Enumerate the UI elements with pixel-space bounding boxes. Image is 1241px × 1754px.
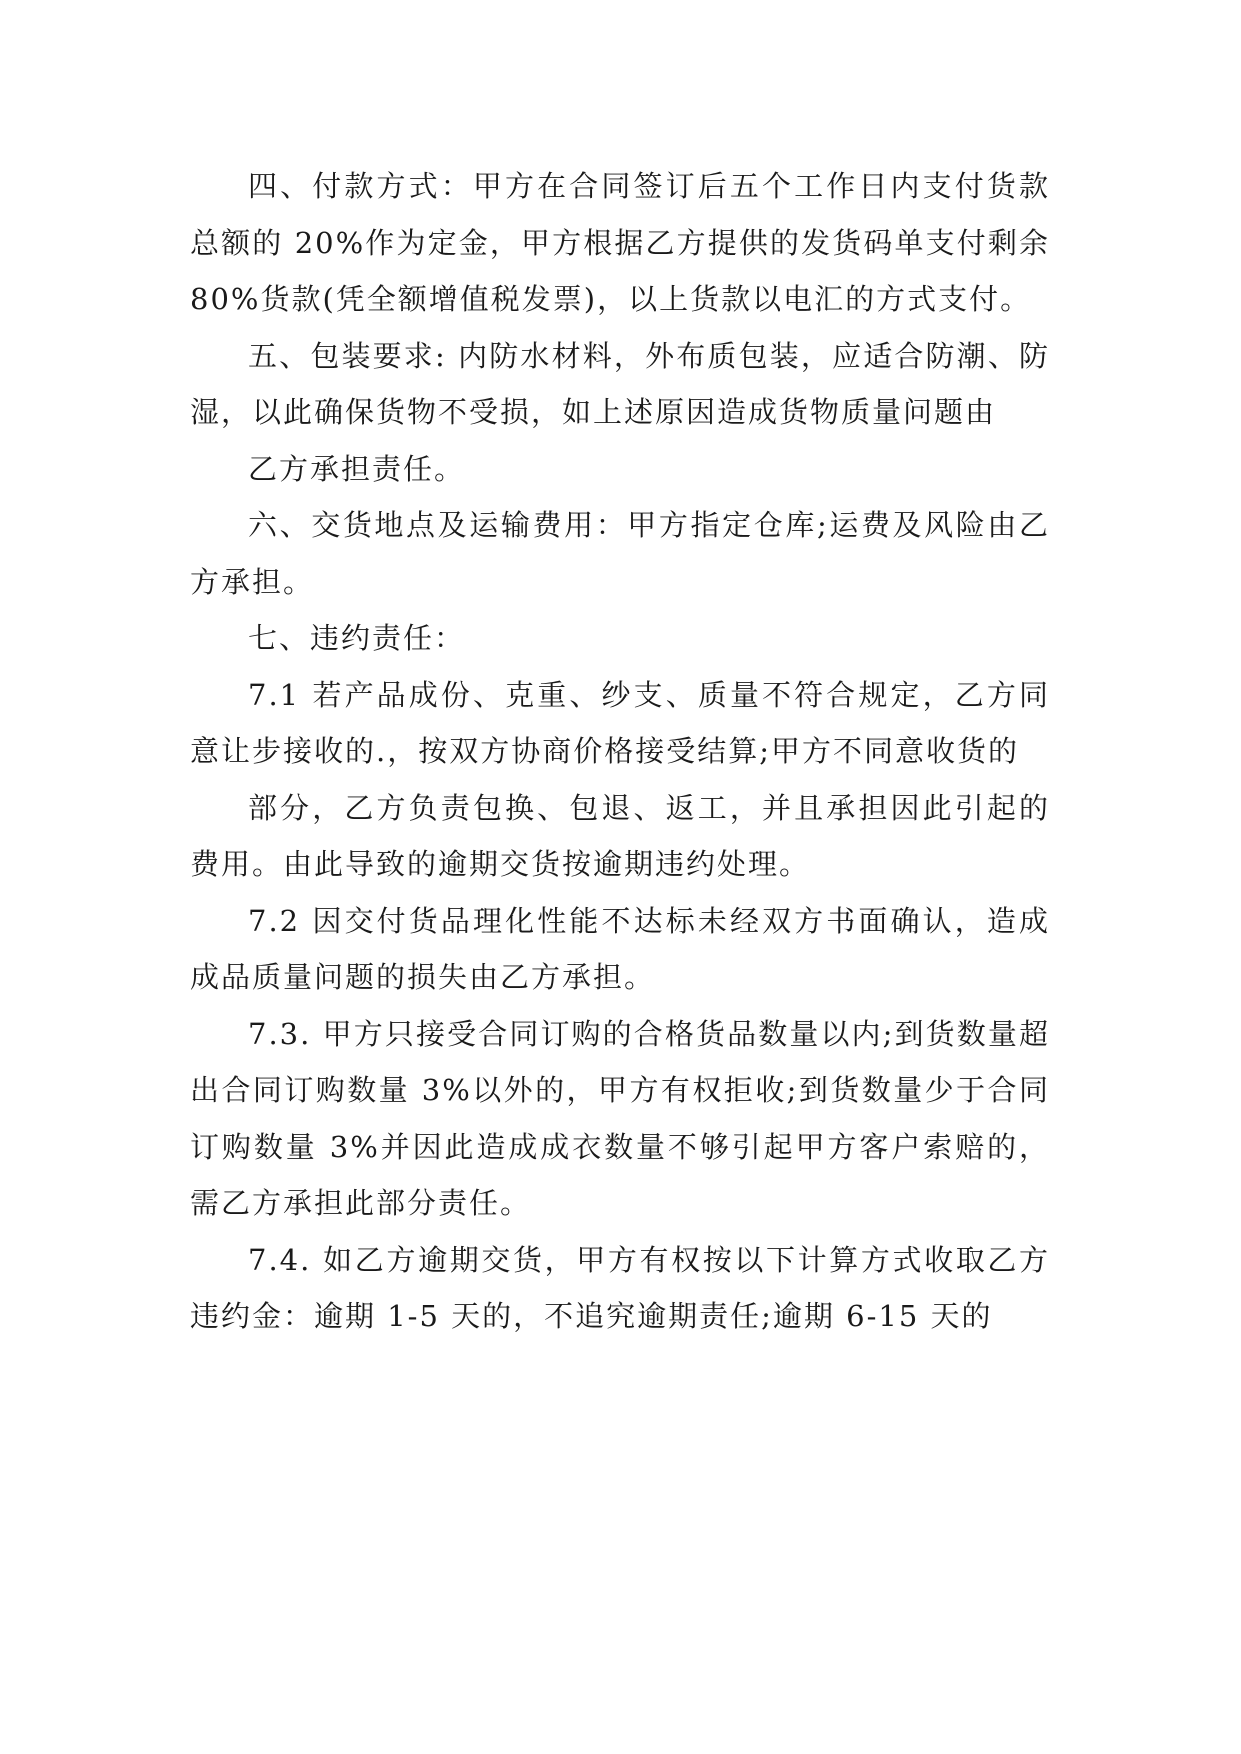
- clause-7-4: 7.4. 如乙方逾期交货，甲方有权按以下计算方式收取乙方违约金：逾期 1-5 天的，不追究逾期责任;逾期 6-15 天的: [190, 1242, 1050, 1333]
- clause-7-3: 7.3. 甲方只接受合同订购的合格货品数量以内;到货数量超出合同订购数量 3%以外的，甲方有权拒收;到货数量少于合同订购数量 3%并因此造成成衣数量不够引起甲方客户索赔的，需乙方承担此部分责任。: [190, 1016, 1050, 1220]
- clause-7-1: 7.1 若产品成份、克重、纱支、质量不符合规定，乙方同意让步接收的.，按双方协商价格接受结算;甲方不同意收货的: [190, 677, 1050, 768]
- clause-payment-method: 四、付款方式：甲方在合同签订后五个工作日内支付货款总额的 20%作为定金，甲方根据乙方提供的发货码单支付剩余 80%货款(凭全额增值税发票)，以上货款以电汇的方式支付。: [190, 169, 1050, 316]
- clause-packaging-requirements: 五、包装要求: 内防水材料，外布质包装，应适合防潮、防湿，以此确保货物不受损，如上述原因造成货物质量问题由: [190, 338, 1050, 429]
- clause-7-1-continuation: 部分，乙方负责包换、包退、返工，并且承担因此引起的费用。由此导致的逾期交货按逾期违约处理。: [190, 790, 1050, 881]
- clause-delivery-and-shipping: 六、交货地点及运输费用：甲方指定仓库;运费及风险由乙方承担。: [190, 508, 1050, 599]
- contract-body: [190, 158, 1050, 1345]
- clause-7-2: 7.2 因交付货品理化性能不达标未经双方书面确认，造成成品质量问题的损失由乙方承担。: [190, 903, 1050, 994]
- clause-breach-heading: 七、违约责任：: [248, 621, 466, 655]
- clause-packaging-continuation: 乙方承担责任。: [248, 451, 466, 486]
